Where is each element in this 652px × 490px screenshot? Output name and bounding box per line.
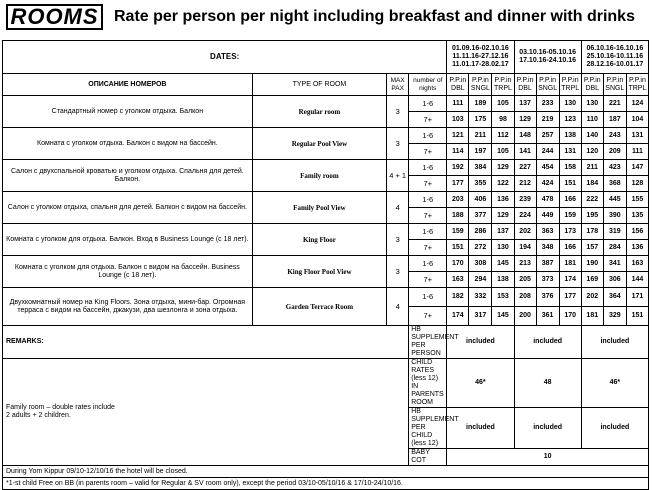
rate-cell: 294 xyxy=(469,272,492,288)
rate-cell: 138 xyxy=(559,128,581,144)
nights: 7+ xyxy=(409,144,447,160)
table-row xyxy=(3,256,649,272)
sub-header-line: DBL xyxy=(518,84,532,92)
room-type: Family Pool View xyxy=(252,192,386,224)
sub-header xyxy=(492,74,514,96)
supplement-value: 48 xyxy=(514,359,581,408)
supplement-value: included xyxy=(447,326,514,359)
rate-cell: 454 xyxy=(536,160,559,176)
sub-header-line: DBL xyxy=(585,84,600,92)
rate-cell: 221 xyxy=(603,96,626,112)
table-row xyxy=(3,359,649,408)
room-description: Комната с уголком для отдыха. Балкон. Вход в Business Lounge (с 18 лет). xyxy=(3,224,253,256)
rate-cell: 130 xyxy=(559,96,581,112)
nights: 1-6 xyxy=(409,288,447,307)
period-date: 11.11.16-27.12.16 xyxy=(452,53,509,60)
rate-cell: 181 xyxy=(559,256,581,272)
rate-cell: 158 xyxy=(559,160,581,176)
sub-header-line: P.P.in xyxy=(583,76,601,84)
room-type: Regular room xyxy=(252,96,386,128)
rate-cell: 190 xyxy=(581,256,603,272)
period-date: 06.10.16-16.10.16 xyxy=(586,45,644,52)
dates-label: DATES: xyxy=(3,41,447,74)
room-type: Regular Pool View xyxy=(252,128,386,160)
room-type: King Floor xyxy=(252,224,386,256)
rate-cell: 174 xyxy=(447,307,469,326)
supplement-value: 10 xyxy=(447,449,649,466)
rate-cell: 329 xyxy=(603,307,626,326)
rate-cell: 131 xyxy=(559,144,581,160)
rate-cell: 110 xyxy=(581,112,603,128)
sub-header-line: P.P.in xyxy=(606,76,624,84)
rate-cell: 222 xyxy=(581,192,603,208)
sub-header-line: TRPL xyxy=(628,84,647,92)
sub-header xyxy=(559,74,581,96)
nights: 7+ xyxy=(409,176,447,192)
sub-header xyxy=(603,74,626,96)
sub-header-line: P.P.in xyxy=(449,76,467,84)
rate-cell: 384 xyxy=(469,160,492,176)
supplement-label: HB SUPPLEMENT PER PERSON xyxy=(409,326,447,359)
rate-cell: 159 xyxy=(559,208,581,224)
family-note xyxy=(3,359,409,466)
family-note-line: 2 adults + 2 children. xyxy=(6,412,71,419)
rate-cell: 163 xyxy=(447,272,469,288)
rate-cell: 147 xyxy=(626,160,648,176)
max-pax: 3 xyxy=(387,256,409,288)
max-pax: 3 xyxy=(387,96,409,128)
rate-cell: 424 xyxy=(536,176,559,192)
rate-cell: 130 xyxy=(492,240,514,256)
rate-cell: 155 xyxy=(626,192,648,208)
nights: 7+ xyxy=(409,208,447,224)
supplement-label: HB SUPPLEMENT PER CHILD (less 12) xyxy=(409,408,447,449)
rate-cell: 121 xyxy=(447,128,469,144)
sub-header-line: TRPL xyxy=(561,84,580,92)
max-pax: 3 xyxy=(387,128,409,160)
nights: 7+ xyxy=(409,307,447,326)
rate-cell: 212 xyxy=(514,176,536,192)
rate-cell: 136 xyxy=(492,192,514,208)
room-type: Garden Terrace Room xyxy=(252,288,386,326)
family-note-line: Family room – double rates include xyxy=(6,404,115,411)
rate-cell: 124 xyxy=(626,96,648,112)
rate-cell: 373 xyxy=(536,272,559,288)
rate-cell: 284 xyxy=(603,240,626,256)
rate-cell: 166 xyxy=(559,240,581,256)
rate-cell: 170 xyxy=(559,307,581,326)
rate-cell: 169 xyxy=(581,272,603,288)
sub-header-line: DBL xyxy=(451,84,465,92)
sub-header xyxy=(447,74,469,96)
rate-cell: 170 xyxy=(447,256,469,272)
rate-cell: 112 xyxy=(492,128,514,144)
description-header: ОПИСАНИЕ НОМЕРОВ xyxy=(3,74,253,96)
rate-cell: 348 xyxy=(536,240,559,256)
sub-header-line: P.P.in xyxy=(516,76,534,84)
table-row xyxy=(3,288,649,307)
rate-cell: 128 xyxy=(626,176,648,192)
rate-cell: 376 xyxy=(536,288,559,307)
table-row xyxy=(3,160,649,176)
rate-cell: 173 xyxy=(559,224,581,240)
sub-header-line: SNGL xyxy=(470,84,490,92)
rate-cell: 105 xyxy=(492,144,514,160)
rate-cell: 233 xyxy=(536,96,559,112)
rate-cell: 177 xyxy=(447,176,469,192)
supplement-value: included xyxy=(447,408,514,449)
supplement-value: 46* xyxy=(581,359,648,408)
period-header xyxy=(514,41,581,74)
table-row xyxy=(3,128,649,144)
rate-cell: 130 xyxy=(581,96,603,112)
rate-cell: 211 xyxy=(469,128,492,144)
room-description: Комната с уголком отдыха. Балкон с видом на бассейн. xyxy=(3,128,253,160)
room-description: Салон с двухспальной кроватью и уголком отдыха. Спальня для детей. Балкон. xyxy=(3,160,253,192)
nights-header: number of nights xyxy=(409,74,447,96)
rate-cell: 227 xyxy=(514,160,536,176)
rate-cell: 114 xyxy=(447,144,469,160)
supplement-value: included xyxy=(581,408,648,449)
table-row xyxy=(3,41,649,74)
rate-cell: 151 xyxy=(447,240,469,256)
max-pax: 4 xyxy=(387,288,409,326)
period-date: 17.10.16-24.10.16 xyxy=(519,57,577,64)
rate-cell: 157 xyxy=(581,240,603,256)
rate-cell: 478 xyxy=(536,192,559,208)
type-header: TYPE OF ROOM xyxy=(252,74,386,96)
table-row xyxy=(3,478,649,490)
rate-cell: 103 xyxy=(447,112,469,128)
table-row xyxy=(3,96,649,112)
rate-cell: 205 xyxy=(514,272,536,288)
rate-cell: 219 xyxy=(536,112,559,128)
nights: 7+ xyxy=(409,240,447,256)
rate-cell: 211 xyxy=(581,160,603,176)
nights: 1-6 xyxy=(409,96,447,112)
rate-cell: 151 xyxy=(559,176,581,192)
rate-cell: 195 xyxy=(581,208,603,224)
rate-cell: 257 xyxy=(536,128,559,144)
rate-cell: 122 xyxy=(492,176,514,192)
rate-cell: 145 xyxy=(492,256,514,272)
remarks-label: REMARKS: xyxy=(3,326,409,359)
rate-cell: 319 xyxy=(603,224,626,240)
table-row xyxy=(3,224,649,240)
rate-cell: 159 xyxy=(447,224,469,240)
nights: 1-6 xyxy=(409,128,447,144)
rate-cell: 188 xyxy=(447,208,469,224)
rate-cell: 203 xyxy=(447,192,469,208)
supplement-value: included xyxy=(514,408,581,449)
rate-cell: 213 xyxy=(514,256,536,272)
sub-header xyxy=(581,74,603,96)
rate-cell: 156 xyxy=(626,224,648,240)
sub-header-line: SNGL xyxy=(605,84,625,92)
rate-cell: 140 xyxy=(581,128,603,144)
period-date: 25.10.16-10.11.16 xyxy=(586,53,644,60)
sub-header-line: P.P.in xyxy=(471,76,489,84)
rate-cell: 332 xyxy=(469,288,492,307)
rate-cell: 144 xyxy=(626,272,648,288)
rate-cell: 449 xyxy=(536,208,559,224)
supplement-value: 46* xyxy=(447,359,514,408)
rate-cell: 129 xyxy=(514,112,536,128)
rate-cell: 184 xyxy=(581,176,603,192)
sub-header-line: P.P.in xyxy=(628,76,646,84)
child-note: *1-st child Free on BB (in parents room – valid for Regular & SV room only), except the period 03/10-05/10/16 & 17/10-24/10/16. xyxy=(3,478,649,490)
rate-cell: 306 xyxy=(603,272,626,288)
rate-cell: 111 xyxy=(447,96,469,112)
rate-cell: 387 xyxy=(536,256,559,272)
rate-cell: 171 xyxy=(626,288,648,307)
rate-cell: 208 xyxy=(514,288,536,307)
nights: 1-6 xyxy=(409,224,447,240)
rate-cell: 239 xyxy=(514,192,536,208)
supplement-label: CHILD RATES (less 12) IN PARENTS ROOM xyxy=(409,359,447,408)
rate-cell: 364 xyxy=(603,288,626,307)
period-date: 01.09.16-02.10.16 xyxy=(451,45,509,52)
rate-cell: 209 xyxy=(603,144,626,160)
rate-cell: 177 xyxy=(559,288,581,307)
room-description: Двухкомнатный номер на King Floors. Зона отдыха, мини-бар. Огромная терраса с видом на бассейн, джакузи, два шезлонга и зона отдыха. xyxy=(3,288,253,326)
rate-cell: 202 xyxy=(514,224,536,240)
rate-cell: 129 xyxy=(492,160,514,176)
rate-cell: 377 xyxy=(469,208,492,224)
rate-cell: 243 xyxy=(603,128,626,144)
rate-cell: 182 xyxy=(447,288,469,307)
sub-header-line: SNGL xyxy=(538,84,558,92)
period-date: 11.01.17-28.02.17 xyxy=(452,61,509,68)
rate-cell: 445 xyxy=(603,192,626,208)
rate-cell: 166 xyxy=(559,192,581,208)
rate-cell: 308 xyxy=(469,256,492,272)
rate-cell: 141 xyxy=(514,144,536,160)
rate-cell: 189 xyxy=(469,96,492,112)
rate-cell: 138 xyxy=(492,272,514,288)
max-pax: 4 xyxy=(387,192,409,224)
rate-cell: 98 xyxy=(492,112,514,128)
room-type: Family room xyxy=(252,160,386,192)
sub-header xyxy=(469,74,492,96)
page-title: Rate per person per night including breakfast and dinner with drinks xyxy=(114,8,635,25)
rate-cell: 244 xyxy=(536,144,559,160)
rate-cell: 197 xyxy=(469,144,492,160)
nights: 1-6 xyxy=(409,256,447,272)
rates-table xyxy=(2,40,649,490)
rate-cell: 317 xyxy=(469,307,492,326)
rate-cell: 123 xyxy=(559,112,581,128)
sub-header-line: TRPL xyxy=(494,84,512,92)
rate-cell: 341 xyxy=(603,256,626,272)
rate-cell: 135 xyxy=(626,208,648,224)
max-pax: 4 + 1 xyxy=(387,160,409,192)
rate-cell: 181 xyxy=(581,307,603,326)
period-date: 03.10.16-05.10.16 xyxy=(519,49,577,56)
rate-cell: 406 xyxy=(469,192,492,208)
max-pax-header: MAX PAX xyxy=(387,74,409,96)
rooms-label: ROOMS xyxy=(6,4,103,30)
rate-cell: 129 xyxy=(492,208,514,224)
rate-cell: 120 xyxy=(581,144,603,160)
rate-cell: 272 xyxy=(469,240,492,256)
rate-cell: 148 xyxy=(514,128,536,144)
rate-cell: 136 xyxy=(626,240,648,256)
room-description: Салон с уголком отдыха, спальня для детей. Балкон с видом на бассейн. xyxy=(3,192,253,224)
rate-cell: 192 xyxy=(447,160,469,176)
period-header xyxy=(447,41,514,74)
rate-cell: 187 xyxy=(603,112,626,128)
sub-header xyxy=(514,74,536,96)
yom-kippur-note: During Yom Kippur 09/10-12/10/16 the hotel will be closed. xyxy=(3,466,649,478)
rate-cell: 153 xyxy=(492,288,514,307)
rate-cell: 368 xyxy=(603,176,626,192)
sub-header xyxy=(536,74,559,96)
rate-cell: 163 xyxy=(626,256,648,272)
rate-cell: 423 xyxy=(603,160,626,176)
rate-cell: 202 xyxy=(581,288,603,307)
rate-cell: 111 xyxy=(626,144,648,160)
rate-cell: 200 xyxy=(514,307,536,326)
rate-cell: 105 xyxy=(492,96,514,112)
rate-cell: 286 xyxy=(469,224,492,240)
rate-cell: 137 xyxy=(514,96,536,112)
period-date: 28.12.16-10.01.17 xyxy=(586,61,644,68)
rate-cell: 390 xyxy=(603,208,626,224)
rate-cell: 178 xyxy=(581,224,603,240)
rate-cell: 175 xyxy=(469,112,492,128)
table-row xyxy=(3,192,649,208)
rate-cell: 363 xyxy=(536,224,559,240)
nights: 7+ xyxy=(409,112,447,128)
rate-cell: 224 xyxy=(514,208,536,224)
rate-cell: 355 xyxy=(469,176,492,192)
supplement-value: included xyxy=(581,326,648,359)
supplement-value: included xyxy=(514,326,581,359)
table-row xyxy=(3,466,649,478)
sub-header-line: P.P.in xyxy=(539,76,557,84)
nights: 1-6 xyxy=(409,192,447,208)
sub-header-line: P.P.in xyxy=(561,76,579,84)
max-pax: 3 xyxy=(387,224,409,256)
table-row xyxy=(3,326,649,359)
rate-cell: 137 xyxy=(492,224,514,240)
page-header xyxy=(0,0,652,38)
rate-cell: 145 xyxy=(492,307,514,326)
rate-cell: 131 xyxy=(626,128,648,144)
rate-cell: 174 xyxy=(559,272,581,288)
rate-cell: 151 xyxy=(626,307,648,326)
room-type: King Floor Pool View xyxy=(252,256,386,288)
period-header xyxy=(581,41,648,74)
sub-header xyxy=(626,74,648,96)
nights: 7+ xyxy=(409,272,447,288)
nights: 1-6 xyxy=(409,160,447,176)
room-description: Стандартный номер с уголком отдыха. Балкон xyxy=(3,96,253,128)
supplement-label: BABY COT xyxy=(409,449,447,466)
rate-cell: 104 xyxy=(626,112,648,128)
room-description: Комната с уголком для отдыха. Балкон с видом на бассейн. Business Lounge (с 18 лет). xyxy=(3,256,253,288)
rate-cell: 361 xyxy=(536,307,559,326)
table-row xyxy=(3,74,649,96)
sub-header-line: P.P.in xyxy=(494,76,512,84)
rate-cell: 194 xyxy=(514,240,536,256)
